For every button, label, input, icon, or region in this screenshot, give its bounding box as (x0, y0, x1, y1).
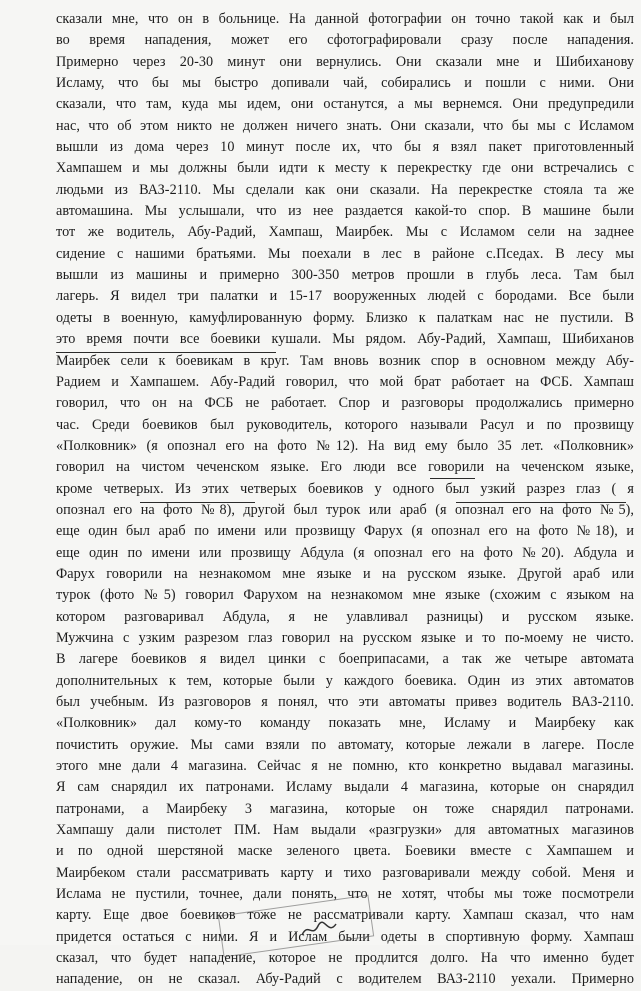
handwritten-underline (456, 502, 626, 503)
document-line: еще один по имени или прозвищу Абдула (я опознал его на фото №20). Абдула и (56, 544, 634, 561)
document-line: час. Среди боевиков был руководитель, которого называли Расул и по прозвищу (56, 416, 634, 433)
document-line: сказал, что будет нападение, которое не продлится долго. На что именно будет (56, 950, 634, 967)
document-line: В лагере боевиков я видел цинки с боеприпасами, а так же четыре автомата (56, 651, 634, 668)
document-line: говорил, что он на ФСБ не работает. Спор и разговоры продолжались примерно (56, 395, 634, 412)
document-line: этого мне дали 4 магазина. Сейчас я не помню, кто конкретно выдавал магазины. (56, 758, 634, 775)
document-body (56, 9, 634, 991)
document-line: патронами, а Маирбеку 3 магазина, которые он тоже снарядил патронами. (56, 800, 634, 817)
document-line: опознал его на фото №8), другой был турок или араб (я опознал его на фото №5), (56, 501, 634, 518)
document-line: «Полковник» дал кому-то команду показать мне, Исламу и Маирбеку как (56, 715, 634, 732)
document-line: говорил на чистом чеченском языке. Его люди все говорили на чеченском языке, (56, 459, 634, 476)
document-line: автомашина. Мы услышали, что из нее раздается какой-то спор. В машине были (56, 203, 634, 220)
handwritten-underline (140, 502, 255, 503)
document-line: Радием и Хампашем. Абу-Радий говорил, что мой брат работает на ФСБ. Хампаш (56, 373, 634, 390)
document-line: тот же водитель, Абу-Радий, Хампаш, Маирбек. Мы с Исламом сели на заднее (56, 224, 634, 241)
document-line: придется остаться с ними. Я и Ислам были одеты в спортивную форму. Хампаш (56, 928, 634, 945)
document-line: Маирбек сели к боевикам в круг. Там вновь возник спор в основном между Абу- (56, 352, 634, 369)
document-line: нападение, он не сказал. Абу-Радий с водителем ВАЗ-2110 уехали. Примерно (56, 971, 634, 988)
document-line: сказали, что там, куда мы идем, они останутся, а мы вернемся. Они предупредили (56, 96, 634, 113)
document-line: Хампашем и мы должны были идти к месту к перекрестку где они встречались с (56, 160, 634, 177)
document-line: и по одной шерстяной маске зеленого цвета. Боевики вместе с Хампашем и (56, 843, 634, 860)
document-line: Я сам снарядил их патронами. Исламу выдали 4 магазина, которые он снарядил (56, 779, 634, 796)
document-line: сказали мне, что он в больнице. На данной фотографии он точно такой как и был (56, 11, 634, 27)
document-line: Исламу, что бы мы быстро допивали чай, собирались и пошли с ними. Они (56, 75, 634, 92)
handwritten-underline (430, 478, 475, 479)
document-line: это время почти все боевики кушали. Мы рядом. Абу-Радий, Хампаш, Шибиханов (56, 331, 634, 348)
document-line: людьми из ВАЗ-2110. Мы сделали как они сказали. На перекрестке стояла та же (56, 181, 634, 198)
document-line: Ислама не пустили, точнее, дали понять, что не хотят, чтобы мы тоже посмотрели (56, 886, 634, 903)
document-line: лагерь. Я видел три палатки и 15-17 вооруженных людей с бородами. Все были (56, 288, 634, 305)
document-line: турок (фото №5) говорил Фарухом на незнакомом мне языке (схожим с языком на (56, 587, 634, 604)
document-line: одеты в военную, камуфлированную форму. Близко к палаткам нас не пустили. В (56, 309, 634, 326)
document-line: Хампашу дали пистолет ПМ. Нам выдали «разгрузки» для автоматных магазинов (56, 822, 634, 839)
handwritten-underline (56, 352, 276, 353)
document-line: дополнительных к тем, которые были у каждого боевика. Один из этих автоматов (56, 672, 634, 689)
document-line: кроме четверых. Из этих четверых боевиков у одного был узкий разрез глаз ( я (56, 480, 634, 497)
signature (300, 920, 340, 940)
document-line: сидение с нашими братьями. Мы поехали в лес в районе с.Пседах. В лесу мы (56, 245, 634, 262)
document-line: Фарух говорили на незнакомом мне языке и на русском языке. Другой араб или (56, 565, 634, 582)
document-line: Примерно через 20-30 минут они вернулись. Они сказали мне и Шибиханову (56, 53, 634, 70)
document-line: Мужчина с узким разрезом глаз говорил на русском языке и то по-моему не чисто. (56, 629, 634, 646)
document-line: почистить оружие. Мы сами взяли по автомату, которые лежали в лагере. После (56, 736, 634, 753)
document-line: вышли из машины и примерно 300-350 метров прошли в глубь леса. Там был (56, 267, 634, 284)
document-line: нас, что об этом никто не должен ничего знать. Они сказали, что бы мы с Исламом (56, 117, 634, 134)
document-line: еще один был араб по имени или прозвищу Фарух (я опознал его на фото №18), и (56, 523, 634, 540)
document-line: «Полковник» (я опознал его на фото №12). На вид ему было 35 лет. «Полковник» (56, 437, 634, 454)
document-line: во время нападения, может его сфотографировали сразу после нападения. (56, 32, 634, 49)
document-line: был учебным. Из разговоров я понял, что эти автоматы привез водитель ВАЗ-2110. (56, 694, 634, 710)
document-line: карту. Еще двое боевиков тоже не рассматривали карту. Хампаш сказал, что нам (56, 907, 634, 924)
document-line: котором разговаривал Абдула, я не улавливал разницы) и русском языке. (56, 608, 634, 625)
document-line: вышли из дома через 10 минут после их, что бы я взял пакет приготовленный (56, 139, 634, 156)
document-line: Маирбеком стали рассматривать карту и тихо разговаривали между собой. Меня и (56, 864, 634, 881)
